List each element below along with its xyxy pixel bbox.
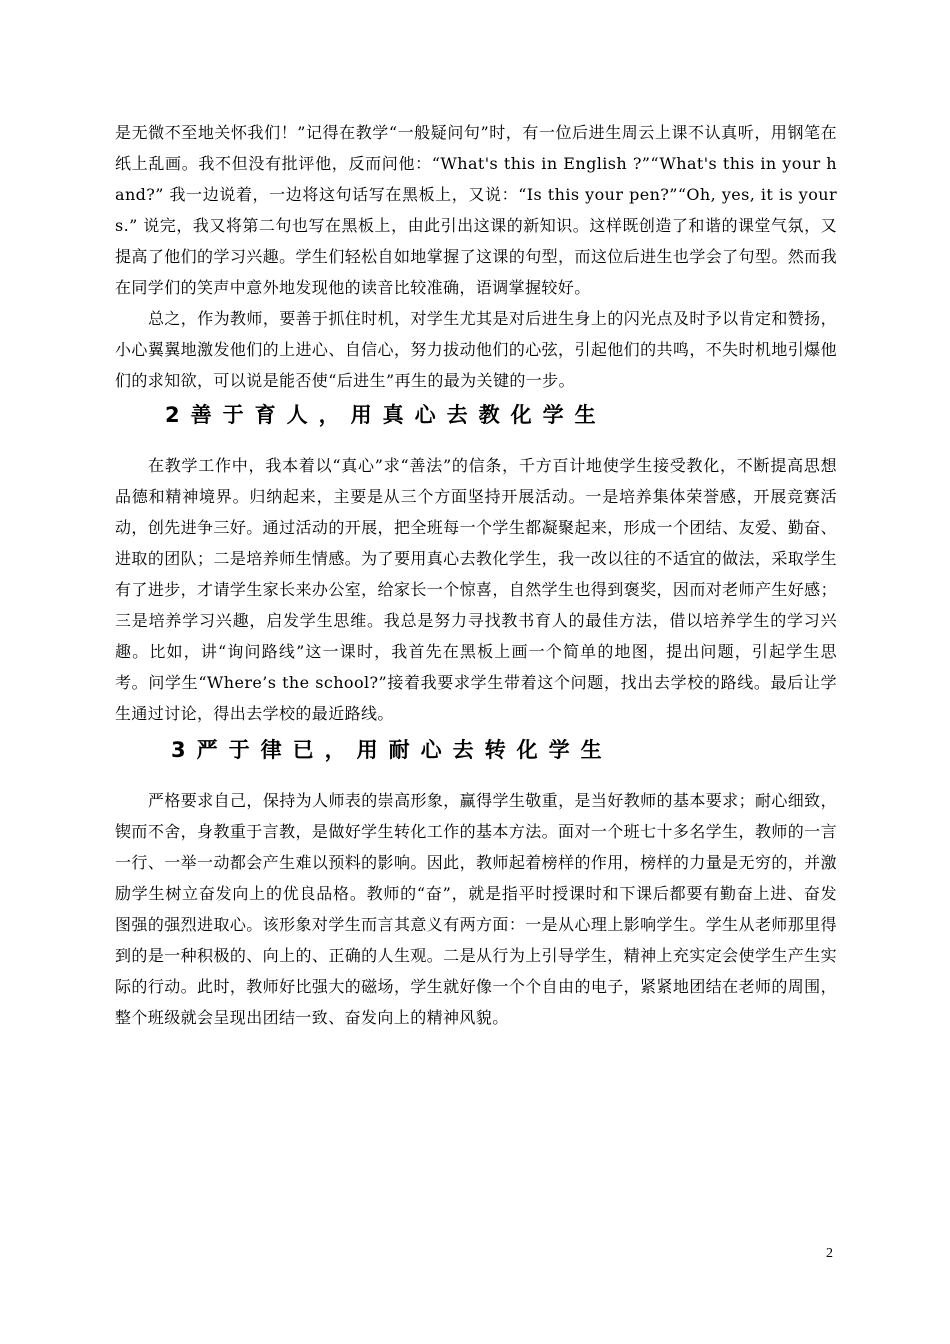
paragraph-section-3: 严格要求自己，保持为人师表的崇高形象，赢得学生敬重，是当好教师的基本要求；耐心细致，锲而不舍，身教重于言教，是做好学生转化工作的基本方法。面对一个班七十多名学生，教师的一言一行、一举一动都会产生难以预料的影响。因此，教师起着榜样的作用，榜样的力量是无穷的，并激励学生树立奋发向上的优良品格。教师的“奋”，就是指平时授课时和下课后都要有勤奋上进、奋发图强的强烈进取心。该形象对学生而言其意义有两方面：一是从心理上影响学生。学生从老师那里得到的是一种积极的、向上的、正确的人生观。二是从行为上引导学生，精神上充实定会使学生产生实际的行动。此时，教师好比强大的磁场，学生就好像一个个自由的电子，紧紧地团结在老师的周围，整个班级就会呈现出团结一致、奋发向上的精神风貌。	[115, 791, 837, 1027]
paragraph-summary: 总之，作为教师，要善于抓住时机，对学生尤其是对后进生身上的闪光点及时予以肯定和赞扬，小心翼翼地激发他们的上进心、自信心，努力拔动他们的心弦，引起他们的共鸣，不失时机地引爆他们的求知欲，可以说是能否使“后进生”再生的最为关键的一步。	[115, 309, 837, 390]
page-number: 2	[826, 1246, 833, 1261]
section-heading-3: 3严于律已，用耐心去转化学生	[171, 738, 613, 762]
paragraph-continued: 是无微不至地关怀我们！”记得在教学“一般疑问句”时，有一位后进生周云上课不认真听，用钢笔在纸上乱画。我不但没有批评他，反而问他：“What's this in English ?”“What's this in your hand?” 我一边说着，一边将这句话写在黑板上，又说：“Is this your pen?”“Oh, yes, it is yours.” 说完，我又将第二句也写在黑板上，由此引出这课的新知识。这样既创造了和谐的课堂气氛，又提高了他们的学习兴趣。学生们轻松自如地掌握了这课的句型，而这位后进生也学会了句型。然而我在同学们的笑声中意外地发现他的读音比较准确，语调掌握较好。	[115, 123, 837, 297]
section-heading-2: 2善于育人，用真心去教化学生	[165, 403, 607, 427]
page-body	[115, 117, 837, 1033]
paragraph-section-2: 在教学工作中，我本着以“真心”求“善法”的信条，千方百计地使学生接受教化，不断提高思想品德和精神境界。归纳起来，主要是从三个方面坚持开展活动。一是培养集体荣誉感，开展竞赛活动，创先进争三好。通过活动的开展，把全班每一个学生都凝聚起来，形成一个团结、友爱、勤奋、进取的团队；二是培养师生情感。为了要用真心去教化学生，我一改以往的不适宜的做法，采取学生有了进步，才请学生家长来办公室，给家长一个惊喜，自然学生也得到褒奖，因而对老师产生好感；三是培养学习兴趣，启发学生思维。我总是努力寻找教书育人的最佳方法，借以培养学生的学习兴趣。比如，讲“询问路线”这一课时，我首先在黑板上画一个简单的地图，提出问题，引起学生思考。问学生“Where’s the school?”接着我要求学生带着这个问题，找出去学校的路线。最后让学生通过讨论，得出去学校的最近路线。	[115, 456, 837, 723]
